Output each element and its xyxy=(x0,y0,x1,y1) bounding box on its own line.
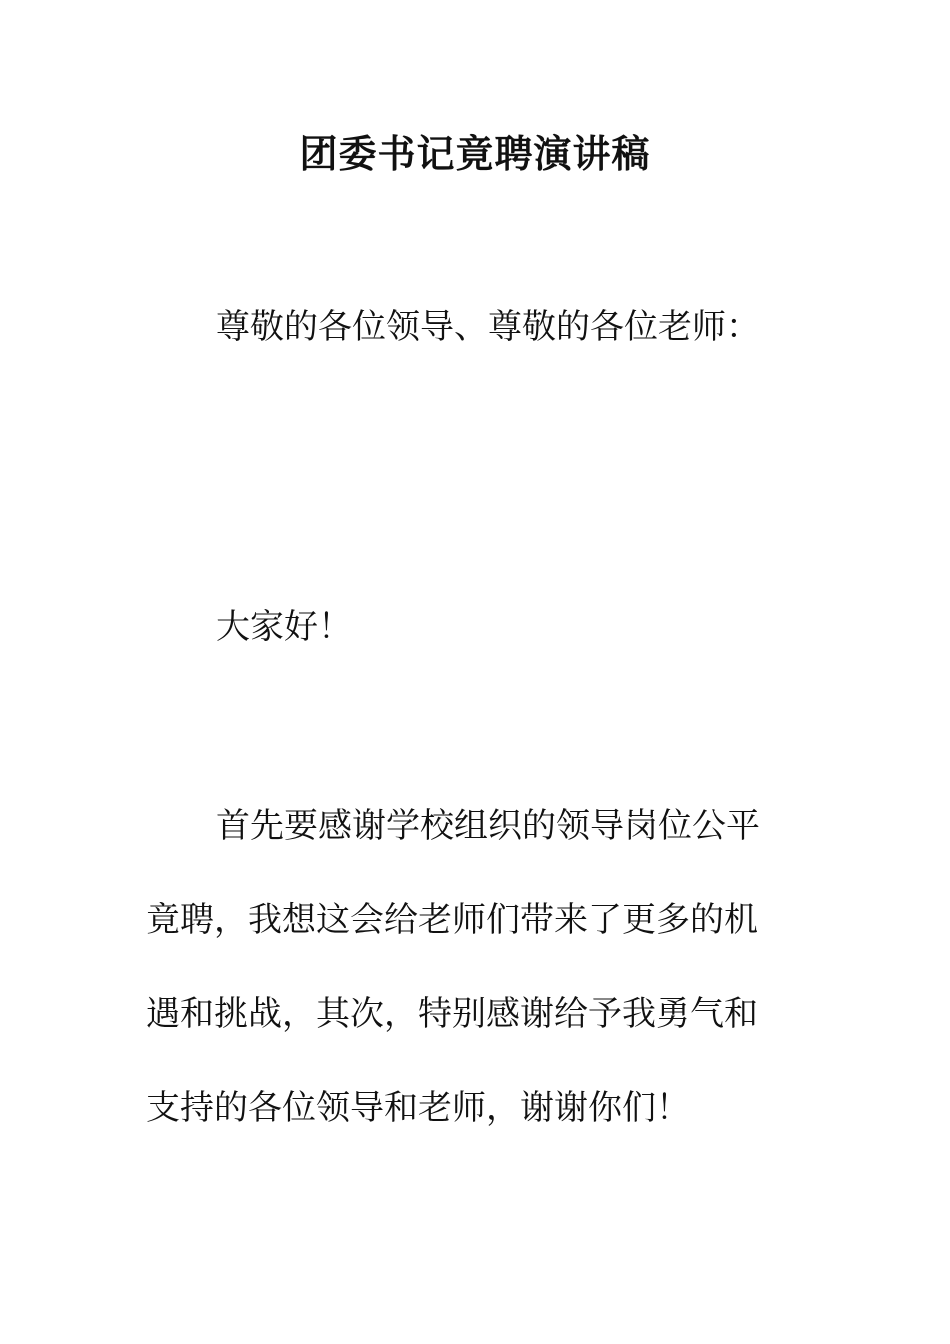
greeting-paragraph: 大家好！ xyxy=(216,607,352,647)
body-paragraph xyxy=(146,779,786,1155)
salutation-paragraph: 尊敬的各位领导、尊敬的各位老师： xyxy=(216,307,760,347)
body-line: 首先要感谢学校组织的领导岗位公平 xyxy=(216,806,760,846)
document-title: 团委书记竟聘演讲稿 xyxy=(299,131,651,176)
body-line: 竟聘，我想这会给老师们带来了更多的机 xyxy=(146,900,758,940)
body-line: 遇和挑战，其次，特别感谢给予我勇气和 xyxy=(146,994,758,1034)
body-line: 支持的各位领导和老师，谢谢你们！ xyxy=(146,1088,690,1128)
